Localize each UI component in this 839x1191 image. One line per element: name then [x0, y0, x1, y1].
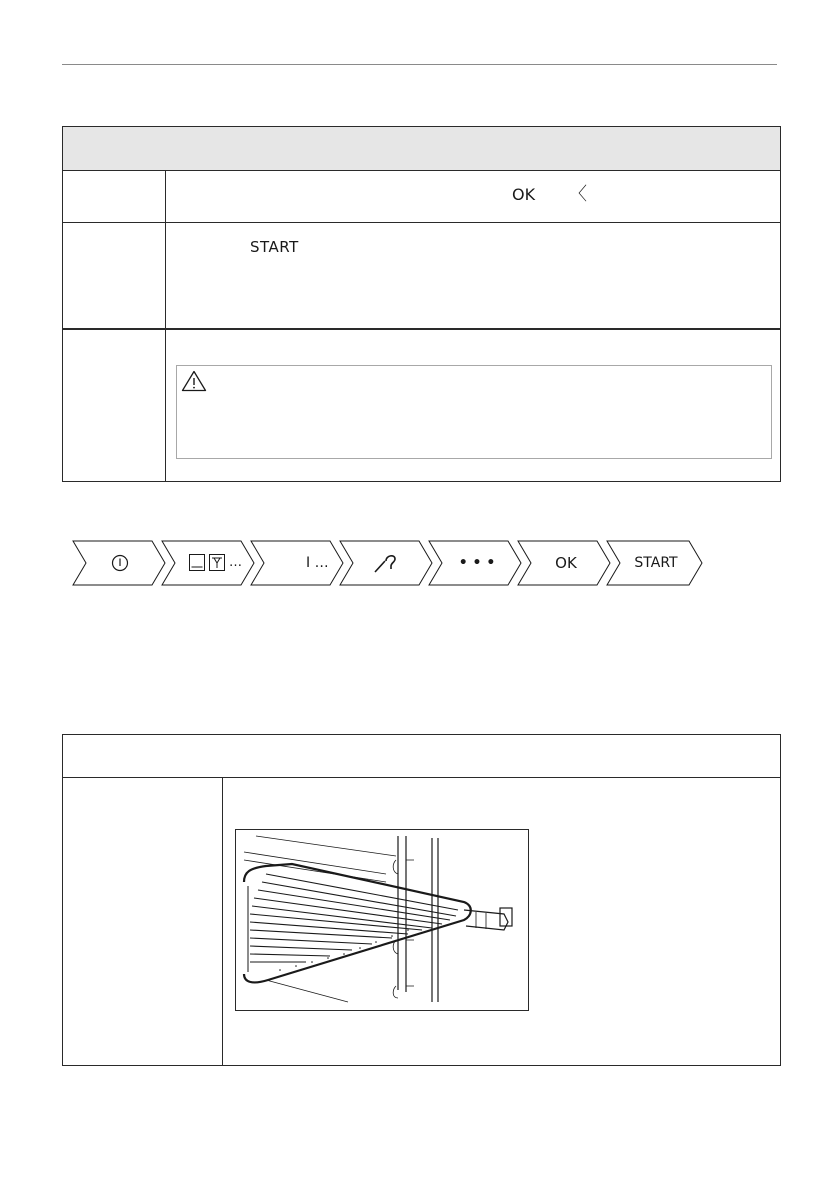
wire-shelf-illustration: [235, 829, 529, 1011]
step-mode-label: …: [229, 555, 242, 570]
row-divider: [63, 222, 780, 223]
step-level-label: I …: [306, 555, 329, 571]
row-divider: [63, 777, 780, 778]
warning-triangle-icon: [181, 370, 207, 396]
start-label: START: [250, 238, 299, 256]
step-start-label: START: [634, 555, 678, 571]
row-divider: [63, 328, 780, 330]
step-ok-label: OK: [555, 554, 577, 572]
accessory-table: [62, 734, 781, 1066]
ok-label: OK: [512, 185, 536, 204]
column-divider: [222, 777, 223, 1065]
column-divider: [165, 171, 166, 481]
top-rule: [62, 64, 777, 65]
table-header: [63, 127, 780, 171]
instructions-table: [62, 126, 781, 482]
warning-box: [176, 365, 772, 459]
back-label: 〈: [569, 184, 587, 205]
step-options-label: • • •: [458, 555, 496, 571]
